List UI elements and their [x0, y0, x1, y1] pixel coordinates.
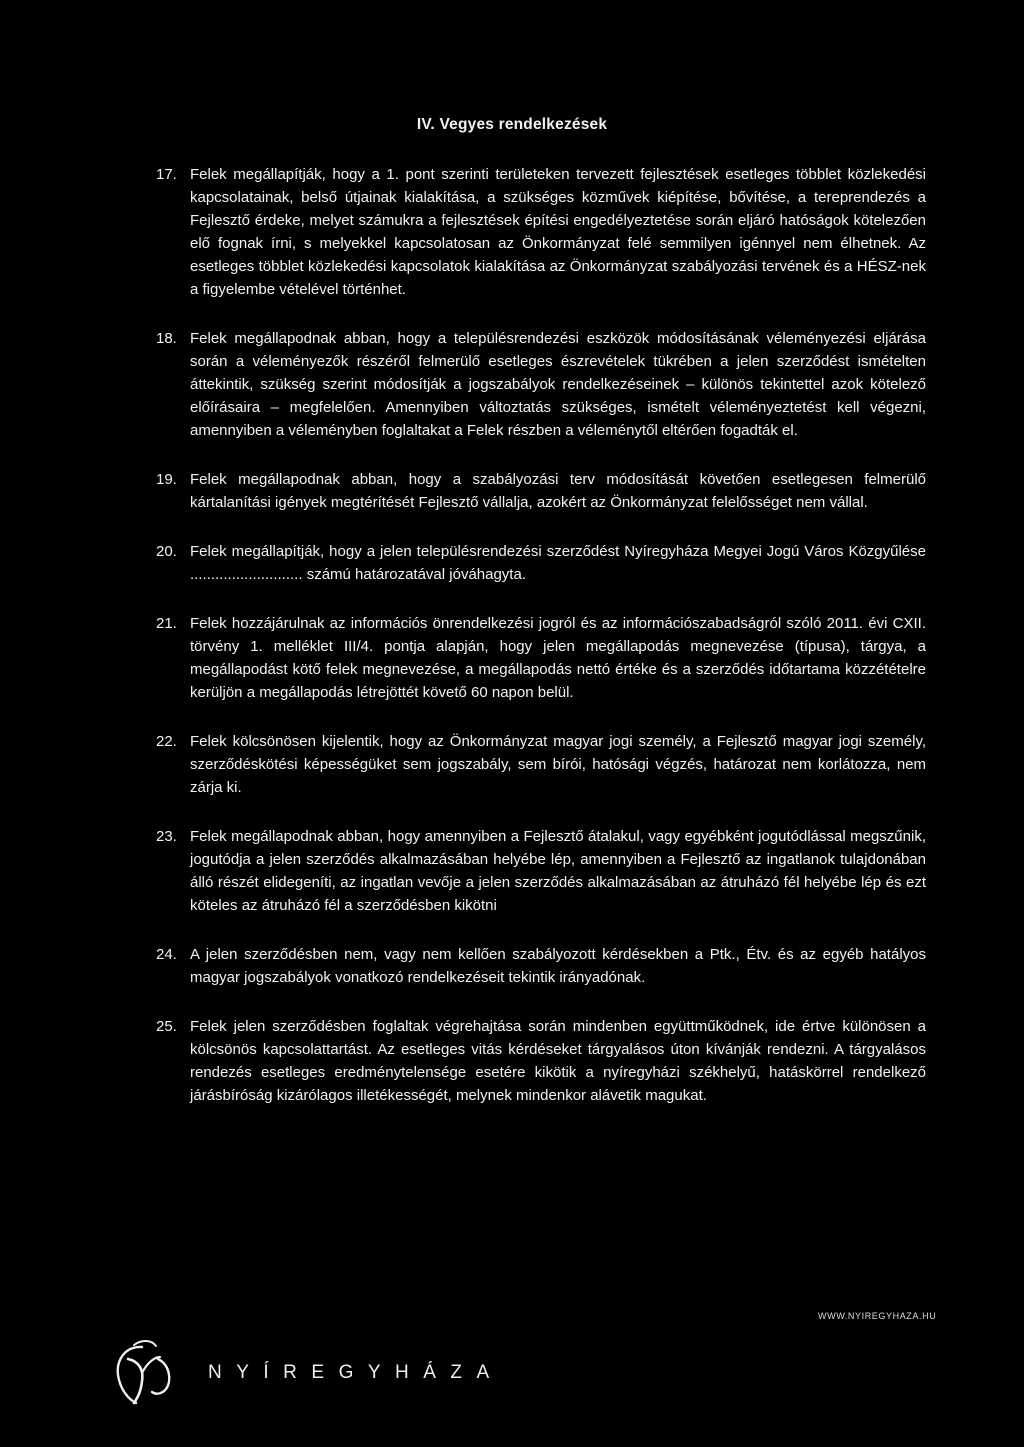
- item-text: Felek megállapodnak abban, hogy amennyiben a Fejlesztő átalakul, vagy egyébként jogutódlással megszűnik, jogutódja a jelen szerződés alkalmazásában helyébe lép, amennyiben a Fejlesztő az ingatlanok tulajdonában álló részét elidegeníti, az ingatlan vevője a jelen szerződés alkalmazásában az átruházó fél helyébe lép és ezt köteles az átruházó fél a szerződésben kikötni: [190, 828, 926, 914]
- item-text: Felek megállapítják, hogy a 1. pont szerinti területeken tervezett fejlesztések esetleges többlet közlekedési kapcsolatainak, belső útjainak kialakítása, a szükséges közművek kiépítése, bővítése, a tereprendezés a Fejlesztő érdeke, melyet számukra a fejlesztések építési engedélyeztetése során eljáró hatóságok kötelezően elő fognak írni, s melyekkel kapcsolatosan az Önkormányzat felé semmilyen igénnyel nem élhetnek. Az esetleges többlet közlekedési kapcsolatok kialakítása az Önkormányzat szabályozási tervének és a HÉSZ-nek a figyelembe vételével történhet.: [190, 166, 926, 298]
- item-text: A jelen szerződésben nem, vagy nem kellően szabályozott kérdésekben a Ptk., Étv. és az egyéb hatályos magyar jogszabályok vonatkozó rendelkezéseit tekintik irányadónak.: [190, 946, 926, 986]
- list-item: [156, 163, 926, 301]
- item-number: 21.: [156, 615, 177, 632]
- item-number: 23.: [156, 828, 177, 845]
- item-text: Felek megállapítják, hogy a jelen településrendezési szerződést Nyíregyháza Megyei Jogú Város Közgyűlése ........................... számú határozatával jóváhagyta.: [190, 543, 926, 583]
- website-url: WWW.NYIREGYHAZA.HU: [818, 1311, 937, 1321]
- item-text: Felek megállapodnak abban, hogy a településrendezési eszközök módosításának véleményezési eljárása során a véleményezők részéről felmerülő esetleges észrevételek tükrében a jelen szerződést ismételten áttekintik, szükség szerint módosítják a jogszabályok rendelkezéseinek – különös tekintettel azok kötelező előírásaira – megfelelően. Amennyiben változtatás szükséges, ismételt véleményeztetést kell végezni, amennyiben a véleményben foglaltakat a Felek részben a véleménytől eltérően fogadták el.: [190, 330, 926, 439]
- item-number: 25.: [156, 1018, 177, 1035]
- item-number: 19.: [156, 471, 177, 488]
- logo-wordmark: NYÍREGYHÁZA: [208, 1362, 504, 1383]
- item-number: 22.: [156, 733, 177, 750]
- list-item: [156, 1015, 926, 1107]
- item-number: 20.: [156, 543, 177, 560]
- list-item: [156, 540, 926, 586]
- item-text: Felek megállapodnak abban, hogy a szabályozási terv módosítását követően esetlegesen felmerülő kártalanítási igények megtérítését Fejlesztő vállalja, azokért az Önkormányzat felelősséget nem vállal.: [190, 471, 926, 511]
- nyiregyhaza-logo-icon: [112, 1337, 176, 1409]
- list-item: [156, 943, 926, 989]
- item-number: 18.: [156, 330, 177, 347]
- item-number: 17.: [156, 166, 177, 183]
- provisions-list: [156, 163, 926, 1133]
- item-text: Felek jelen szerződésben foglaltak végrehajtása során mindenben együttműködnek, ide értve különösen a kölcsönös kapcsolattartást. Az esetleges vitás kérdéseket tárgyalásos úton kívánják rendezni. A tárgyalásos rendezés esetleges eredménytelensége esetére kikötik a nyíregyházi székhelyű, hatáskörrel rendelkező járásbíróság kizárólagos illetékességét, melynek mindenkor alávetik magukat.: [190, 1018, 926, 1104]
- item-text: Felek hozzájárulnak az információs önrendelkezési jogról és az információszabadságról szóló 2011. évi CXII. törvény 1. melléklet III/4. pontja alapján, hogy jelen megállapodás megnevezése (típusa), tárgya, a megállapodást kötő felek megnevezése, a megállapodás nettó értéke és a szerződés időtartama közzétételre kerüljön a megállapodás létrejöttét követő 60 napon belül.: [190, 615, 926, 701]
- section-title: IV. Vegyes rendelkezések: [416, 116, 608, 133]
- item-number: 24.: [156, 946, 177, 963]
- list-item: [156, 825, 926, 917]
- list-item: [156, 612, 926, 704]
- list-item: [156, 327, 926, 442]
- list-item: [156, 730, 926, 799]
- item-text: Felek kölcsönösen kijelentik, hogy az Önkormányzat magyar jogi személy, a Fejlesztő magyar jogi személy, szerződéskötési képességüket sem jogszabály, sem bírói, hatósági végzés, határozat nem korlátozza, nem zárja ki.: [190, 733, 926, 796]
- list-item: [156, 468, 926, 514]
